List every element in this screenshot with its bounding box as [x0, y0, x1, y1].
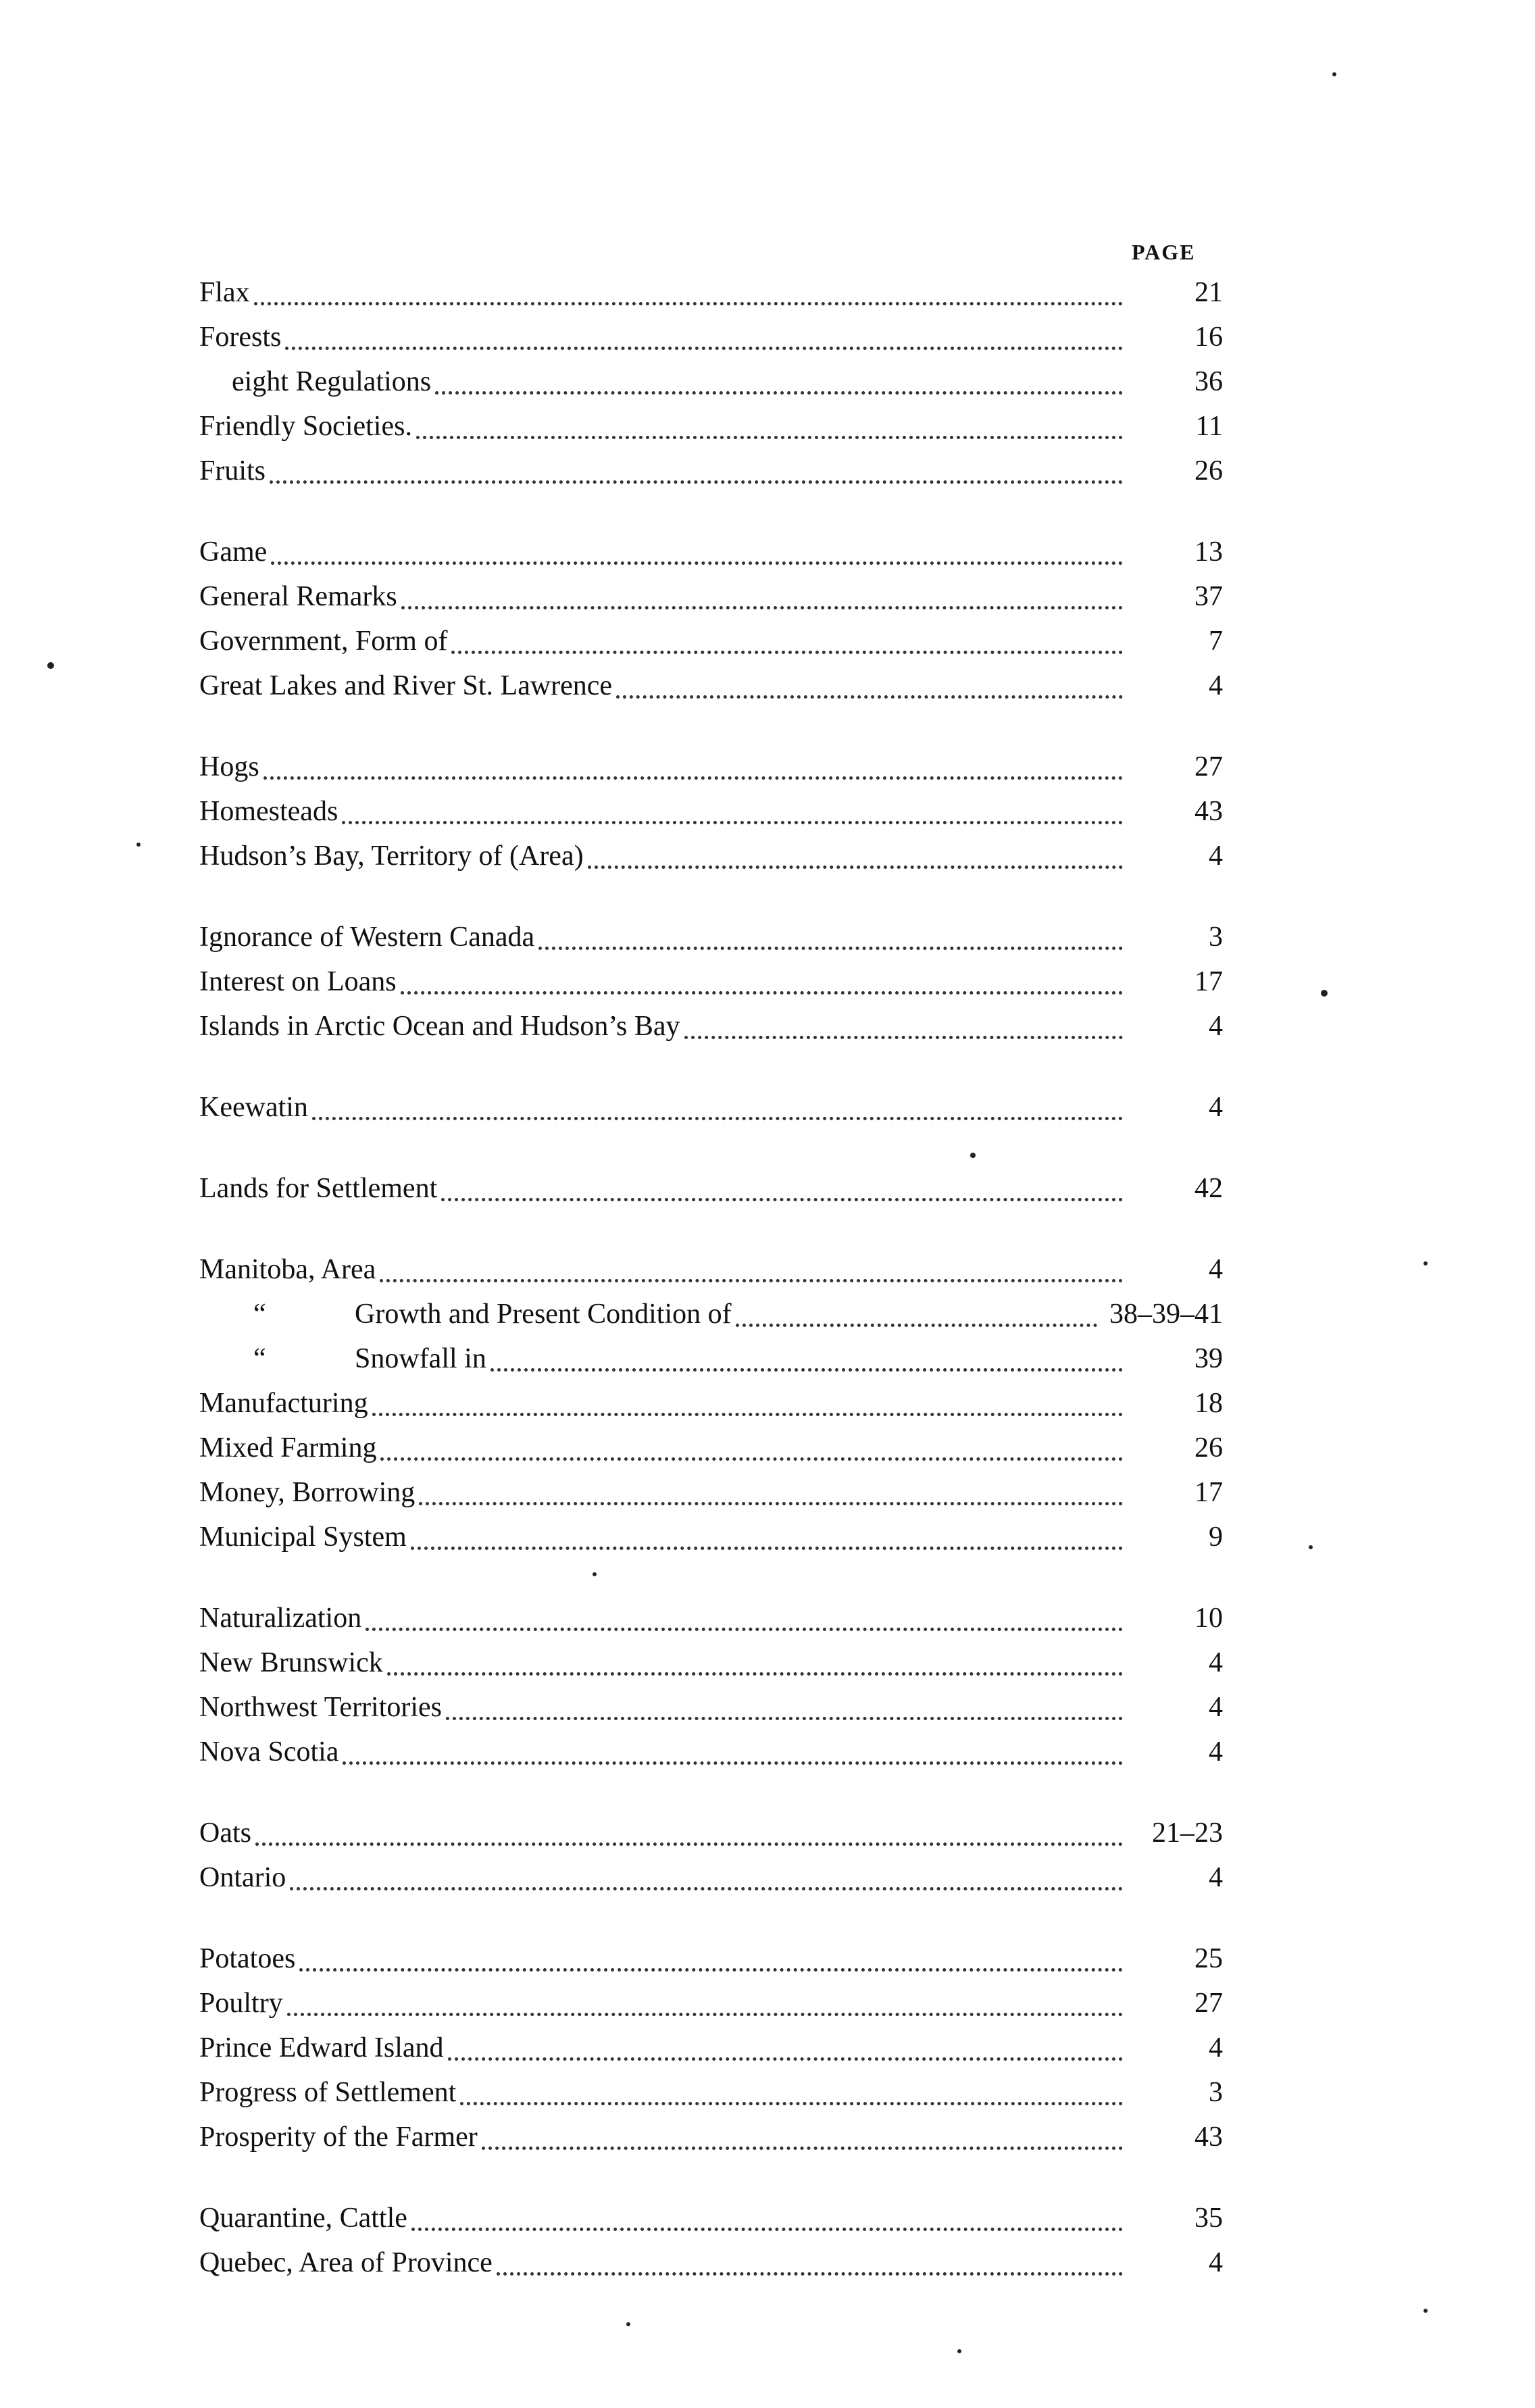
index-term [199, 1166, 437, 1211]
index-page-number: 17 [1194, 966, 1223, 997]
dot-leader [263, 776, 1123, 780]
index-page-number: 17 [1194, 1477, 1223, 1508]
dot-leader [538, 947, 1123, 950]
index-term [199, 1470, 415, 1515]
index-group [199, 530, 1240, 708]
index-entry [199, 1981, 1240, 2026]
index-term [199, 530, 267, 574]
index-term [199, 315, 281, 359]
index-entry [199, 789, 1240, 834]
index-term-text: Quebec, Area of Province [199, 2247, 493, 2278]
dot-leader [684, 1036, 1123, 1039]
index-entry [199, 1470, 1240, 1515]
index-page-number: 7 [1209, 626, 1223, 657]
dot-leader [448, 2057, 1123, 2061]
index-term [199, 959, 397, 1004]
index-term-text: Flax [199, 277, 250, 308]
dot-leader [271, 561, 1123, 565]
index-page-number: 38–39–41 [1109, 1299, 1223, 1330]
index-entry [199, 1730, 1240, 1774]
index-page-number: 26 [1194, 455, 1223, 486]
dot-leader [387, 1672, 1123, 1676]
index-page-number: 27 [1194, 751, 1223, 782]
index-entry [199, 449, 1240, 493]
index-group [199, 1936, 1240, 2159]
index-page-number: 4 [1209, 2032, 1223, 2063]
dot-leader [299, 1968, 1123, 1972]
index-page-number: 42 [1194, 1173, 1223, 1204]
dot-leader [490, 1368, 1123, 1372]
index-term-text: Ignorance of Western Canada [199, 922, 535, 953]
index-entry [199, 1426, 1240, 1470]
index-term [199, 834, 584, 878]
dot-leader [451, 651, 1123, 654]
dot-leader [435, 391, 1123, 395]
index-entry [199, 2240, 1240, 2285]
ditto-mark: “ [253, 1343, 266, 1374]
index-page-number: 43 [1194, 796, 1223, 827]
dot-leader [254, 302, 1123, 305]
index-page-number: 18 [1194, 1388, 1223, 1419]
index-entry [199, 2070, 1240, 2115]
index-group [199, 1811, 1240, 1900]
index-entry [199, 1336, 1240, 1381]
index-term-text: Lands for Settlement [199, 1173, 438, 1204]
index-term [199, 1515, 407, 1559]
index-page-number: 3 [1209, 2077, 1223, 2108]
index-term-text: Nova Scotia [199, 1736, 339, 1767]
index-entry [199, 1936, 1240, 1981]
index-term-text: Growth and Present Condition of [355, 1299, 732, 1330]
index-page-number: 21–23 [1152, 1817, 1223, 1849]
dot-leader [285, 347, 1123, 350]
index-page-number: 4 [1209, 841, 1223, 872]
index-term-text: Progress of Settlement [199, 2077, 457, 2108]
index-page-number: 43 [1194, 2122, 1223, 2153]
index-page-number: 26 [1194, 1432, 1223, 1463]
index-term-text: eight Regulations [232, 366, 432, 397]
index-entry [199, 834, 1240, 878]
index-entry [199, 959, 1240, 1004]
index-term-text: Keewatin [199, 1092, 308, 1123]
index-term-text: Mixed Farming [199, 1432, 377, 1463]
index-term-text: General Remarks [199, 581, 397, 612]
index-page-number: 4 [1209, 1736, 1223, 1767]
index-page-number: 11 [1195, 411, 1223, 442]
index-entry [199, 1515, 1240, 1559]
index-group [199, 1085, 1240, 1130]
index-group [199, 1596, 1240, 1774]
index-page-number: 27 [1194, 1988, 1223, 2019]
index-page-number: 35 [1194, 2203, 1223, 2234]
index-page-number: 4 [1209, 1254, 1223, 1285]
index-term-text: Government, Form of [199, 626, 448, 657]
index-entry [199, 2026, 1240, 2070]
dot-leader [416, 436, 1123, 439]
index-group [199, 1247, 1240, 1559]
index-group [199, 915, 1240, 1049]
dot-leader [366, 1628, 1123, 1631]
index-entry [199, 1811, 1240, 1855]
index-page-number: 9 [1209, 1522, 1223, 1553]
dot-leader [372, 1413, 1123, 1416]
index-entry [199, 574, 1240, 619]
index-term-text: Forests [199, 322, 282, 353]
index-term [199, 449, 266, 493]
index-group [199, 270, 1240, 493]
index-entry [199, 915, 1240, 959]
index-term [199, 915, 534, 959]
index-term [199, 574, 397, 619]
dot-leader [441, 1198, 1123, 1201]
index-entry [199, 1640, 1240, 1685]
index-term-text: Snowfall in [355, 1343, 486, 1374]
index-term [199, 1292, 732, 1336]
dot-leader [401, 991, 1123, 995]
index-entry [199, 1292, 1240, 1336]
index-term [199, 1811, 251, 1855]
index-term-text: New Brunswick [199, 1647, 383, 1678]
dot-leader [342, 821, 1123, 824]
index-term [199, 1936, 295, 1981]
dot-leader [616, 695, 1123, 699]
index-page-number: 21 [1194, 277, 1223, 308]
index-term-text: Hudson’s Bay, Territory of (Area) [199, 841, 584, 872]
index-page-number: 13 [1194, 536, 1223, 568]
index-entry [199, 530, 1240, 574]
dot-leader [419, 1502, 1123, 1505]
index-term-text: Homesteads [199, 796, 338, 827]
index-term-text: Islands in Arctic Ocean and Hudson’s Bay [199, 1011, 680, 1042]
index-entry [199, 2115, 1240, 2159]
index-term [199, 2240, 493, 2285]
index-term [199, 1336, 486, 1381]
index-term [199, 359, 431, 404]
index-term [199, 745, 259, 789]
index-entry [199, 359, 1240, 404]
index-entry [199, 663, 1240, 708]
index-entry [199, 1381, 1240, 1426]
index-term-text: Prince Edward Island [199, 2032, 444, 2063]
dot-leader [446, 1717, 1123, 1720]
index-term [199, 663, 612, 708]
index-page-number: 4 [1209, 1647, 1223, 1678]
dot-leader [588, 866, 1123, 869]
index-page-number: 4 [1209, 1011, 1223, 1042]
dot-leader [312, 1117, 1123, 1120]
index-term-text: Great Lakes and River St. Lawrence [199, 670, 613, 701]
index-term [199, 2196, 407, 2240]
index-term-text: Quarantine, Cattle [199, 2203, 407, 2234]
index-term [199, 1381, 368, 1426]
index-term-text: Oats [199, 1817, 251, 1849]
dot-leader [411, 1547, 1123, 1550]
index-term-text: Northwest Territories [199, 1692, 443, 1723]
index-list [199, 270, 1240, 2322]
index-term-text: Naturalization [199, 1603, 362, 1634]
dot-leader [255, 1842, 1123, 1846]
index-page-number: 4 [1209, 1862, 1223, 1893]
index-term-text: Money, Borrowing [199, 1477, 416, 1508]
index-page-number: 4 [1209, 670, 1223, 701]
dot-leader [411, 2228, 1123, 2231]
index-entry [199, 1085, 1240, 1130]
index-entry [199, 404, 1240, 449]
index-term-text: Friendly Societies. [199, 411, 412, 442]
index-page-number: 16 [1194, 322, 1223, 353]
index-page-number: 3 [1209, 922, 1223, 953]
dot-leader [343, 1761, 1123, 1765]
index-group [199, 2196, 1240, 2285]
index-page-number: 25 [1194, 1943, 1223, 1974]
index-term [199, 1004, 680, 1049]
index-term [199, 1981, 283, 2026]
index-entry [199, 270, 1240, 315]
index-group [199, 745, 1240, 878]
dot-leader [287, 2013, 1123, 2016]
index-term [199, 1247, 376, 1292]
dot-leader [380, 1279, 1123, 1282]
index-term [199, 2115, 478, 2159]
dot-leader [270, 480, 1123, 484]
index-entry [199, 1855, 1240, 1900]
dot-leader [482, 2147, 1123, 2150]
index-term [199, 1426, 376, 1470]
index-term [199, 1640, 383, 1685]
index-term [199, 404, 412, 449]
index-page-number: 4 [1209, 1092, 1223, 1123]
index-entry [199, 1596, 1240, 1640]
index-term [199, 789, 338, 834]
index-term [199, 2026, 444, 2070]
ditto-mark: “ [253, 1299, 266, 1330]
dot-leader [460, 2102, 1123, 2105]
index-term-text: Hogs [199, 751, 259, 782]
index-entry [199, 1166, 1240, 1211]
index-entry [199, 745, 1240, 789]
index-term-text: Fruits [199, 455, 266, 486]
index-entry [199, 1004, 1240, 1049]
index-term-text: Municipal System [199, 1522, 407, 1553]
index-term-text: Potatoes [199, 1943, 296, 1974]
index-term-text: Prosperity of the Farmer [199, 2122, 478, 2153]
index-page-number: 36 [1194, 366, 1223, 397]
page-column-header: PAGE [1132, 240, 1196, 264]
index-term [199, 1730, 338, 1774]
index-term [199, 1855, 286, 1900]
index-term-text: Interest on Loans [199, 966, 397, 997]
index-entry [199, 1685, 1240, 1730]
index-entry [199, 1247, 1240, 1292]
index-term-text: Game [199, 536, 268, 568]
index-term [199, 2070, 456, 2115]
index-page-number: 39 [1194, 1343, 1223, 1374]
dot-leader [290, 1887, 1123, 1890]
index-term [199, 1685, 442, 1730]
index-term-text: Manitoba, Area [199, 1254, 376, 1285]
dot-leader [736, 1324, 1097, 1327]
index-entry [199, 2196, 1240, 2240]
index-entry [199, 315, 1240, 359]
index-term [199, 270, 250, 315]
index-page-number: 4 [1209, 1692, 1223, 1723]
dot-leader [380, 1457, 1123, 1461]
index-term-text: Manufacturing [199, 1388, 368, 1419]
index-page-number: 10 [1194, 1603, 1223, 1634]
index-term-text: Ontario [199, 1862, 286, 1893]
index-term [199, 619, 447, 663]
dot-leader [497, 2272, 1123, 2276]
index-group [199, 1166, 1240, 1211]
index-entry [199, 619, 1240, 663]
index-term [199, 1085, 308, 1130]
index-term [199, 1596, 361, 1640]
index-page-number: 37 [1194, 581, 1223, 612]
dot-leader [401, 606, 1123, 609]
index-term-text: Poultry [199, 1988, 283, 2019]
index-page-number: 4 [1209, 2247, 1223, 2278]
